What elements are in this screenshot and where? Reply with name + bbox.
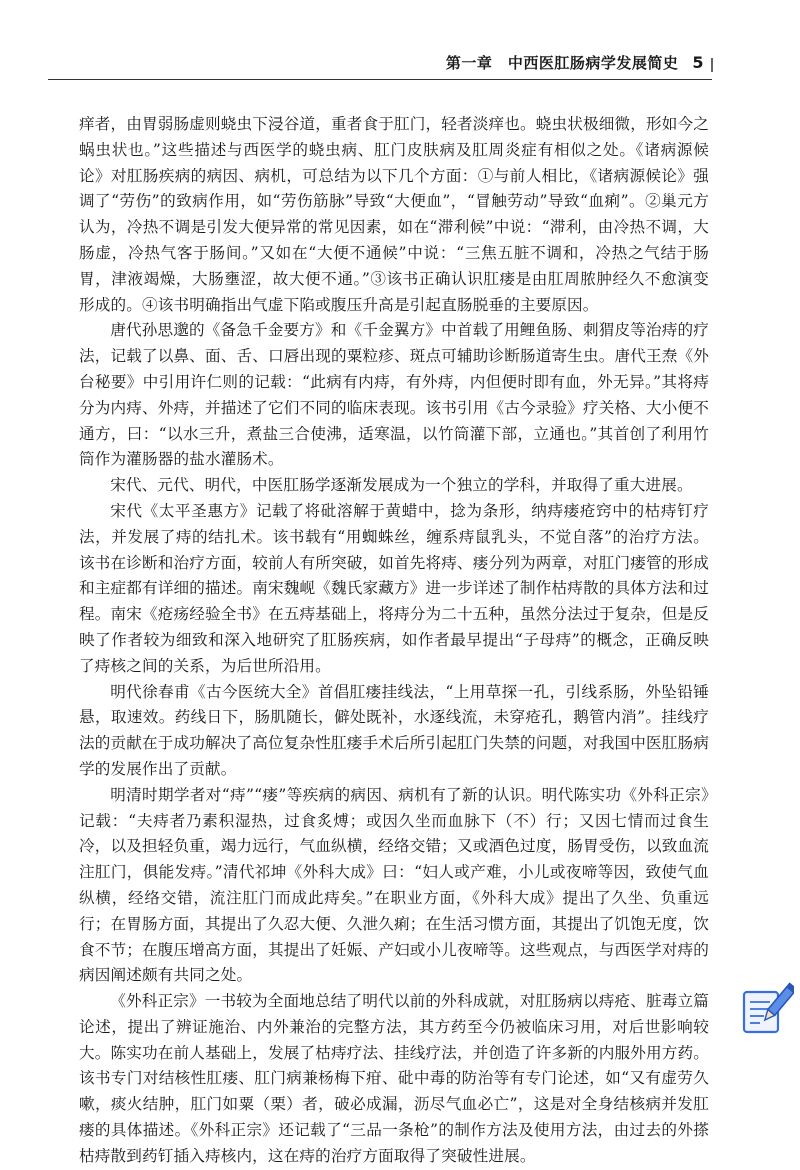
page-number: 5 [692,53,704,72]
paragraph: 明清时期学者对“痔”“瘘”等疾病的病因、病机有了新的认识。明代陈实功《外科正宗》记载：“夫痔者乃素积湿热，过食炙煿；或因久坐而血脉下（不）行；又因七情而过食生冷，以及担轻负重，竭力远行，气血纵横，经络交错；又或酒色过度，肠胃受伤，以致血流注肛门，俱能发痔。”清代祁坤《外科大成》曰：“妇人或产难，小儿或夜啼等因，致使气血纵横，经络交错，流注肛门而成此痔矣。”在职业方面，《外科大成》提出了久坐、负重远行；在胃肠方面，其提出了久忍大便、久泄久痢；在生活习惯方面，其提出了饥饱无度，饮食不节；在腹压增高方面，其提出了妊娠、产妇或小儿夜啼等。这些观点，与西医学对痔的病因阐述颇有共同之处。 [79,785,709,985]
paragraph: 唐代孙思邈的《备急千金要方》和《千金翼方》中首载了用鲤鱼肠、刺猬皮等治痔的疗法，记载了以鼻、面、舌、口唇出现的粟粒疹、斑点可辅助诊断肠道寄生虫。唐代王焘《外台秘要》中引用许仁则的记载：“此病有内痔，有外痔，内但便时即有血，外无异。”其将痔分为内痔、外痔，并描述了它们不同的临床表现。该书引用《古今录验》疗关格、大小便不通方，曰：“以水三升，煮盐三合使沸，适寒温，以竹筒灌下部，立通也。”其首创了利用竹筒作为灌肠器的盐水灌肠术。 [79,321,709,469]
paragraph: 宋代、元代、明代，中医肛肠学逐渐发展成为一个独立的学科，并取得了重大进展。 [110,476,693,495]
chapter-title: 第一章 中西医肛肠病学发展简史 [445,54,679,72]
paragraph: 痒者，由胃弱肠虚则蛲虫下浸谷道，重者食于肛门，轻者淡痒也。蛲虫状极细微，形如今之蜗虫状也。”这些描述与西医学的蛲虫病、肛门皮肤病及肛周炎症有相似之处。《诸病源候论》对肛肠疾病的病因、病机，可总结为以下几个方面：①与前人相比，《诸病源候论》强调了“劳伤”的致病作用，如“劳伤筋脉”导致“大便血”，“冒触劳动”导致“血痢”。②巢元方认为，冷热不调是引发大便异常的常见因素，如在“滞利候”中说：“滞利，由冷热不调，大肠虚，冷热气客于肠间。”又如在“大便不通候”中说：“三焦五脏不调和，冷热之气结于肠胃，津液竭燥，大肠壅涩，故大便不通。”③该书正确认识肛瘘是由肛周脓肿经久不愈演变形成的。④该书明确指出气虚下陷或腹压升高是引起直肠脱垂的主要原因。 [79,115,709,314]
header-rule [48,79,712,80]
notebook-pencil-icon[interactable] [738,978,794,1036]
page-edge-mark [711,58,713,72]
running-header [0,52,704,73]
body-text [79,112,709,1170]
paragraph: 宋代《太平圣惠方》记载了将砒溶解于黄蜡中，捻为条形，纳痔瘘疮窍中的枯痔钉疗法，并发展了痔的结扎术。该书载有“用蜘蛛丝，缠系痔鼠乳头，不觉自落”的治疗方法。该书在诊断和治疗方面，较前人有所突破，如首先将痔、瘘分列为两章，对肛门瘘管的形成和主症都有详细的描述。南宋魏岘《魏氏家藏方》进一步详述了制作枯痔散的具体方法和过程。南宋《疮疡经验全书》在五痔基础上，将痔分为二十五种，虽然分法过于复杂，但是反映了作者较为细致和深入地研究了肛肠疾病，如作者最早提出“子母痔”的概念，正确反映了痔核之间的关系，为后世所沿用。 [79,501,709,675]
paragraph: 明代徐春甫《古今医统大全》首倡肛瘘挂线法，“上用草探一孔，引线系肠，外坠铅锤悬，取速效。药线日下，肠肌随长，僻处既补，水逐线流，未穿疮孔，鹅管内消”。挂线疗法的贡献在于成功解决了高位复杂性肛瘘手术后所引起肛门失禁的问题，对我国中医肛肠病学的发展作出了贡献。 [79,682,709,778]
paragraph: 《外科正宗》一书较为全面地总结了明代以前的外科成就，对肛肠病以痔疮、脏毒立篇论述，提出了辨证施治、内外兼治的完整方法，其方药至今仍被临床习用，对后世影响较大。陈实功在前人基础上，发展了枯痔疗法、挂线疗法，并创造了许多新的内服外用方药。该书专门对结核性肛瘘、肛门病兼杨梅下疳、砒中毒的防治等有专门论述，如“又有虚劳久嗽，痰火结肿，肛门如粟（栗）者，破必成漏，沥尽气血必亡”，这是对全身结核病并发肛瘘的具体描述。《外科正宗》还记载了“三品一条枪”的制作方法及使用方法，由过去的外搽枯痔散到药钉插入痔核内，这在痔的治疗方面取得了突破性进展。 [79,992,709,1165]
